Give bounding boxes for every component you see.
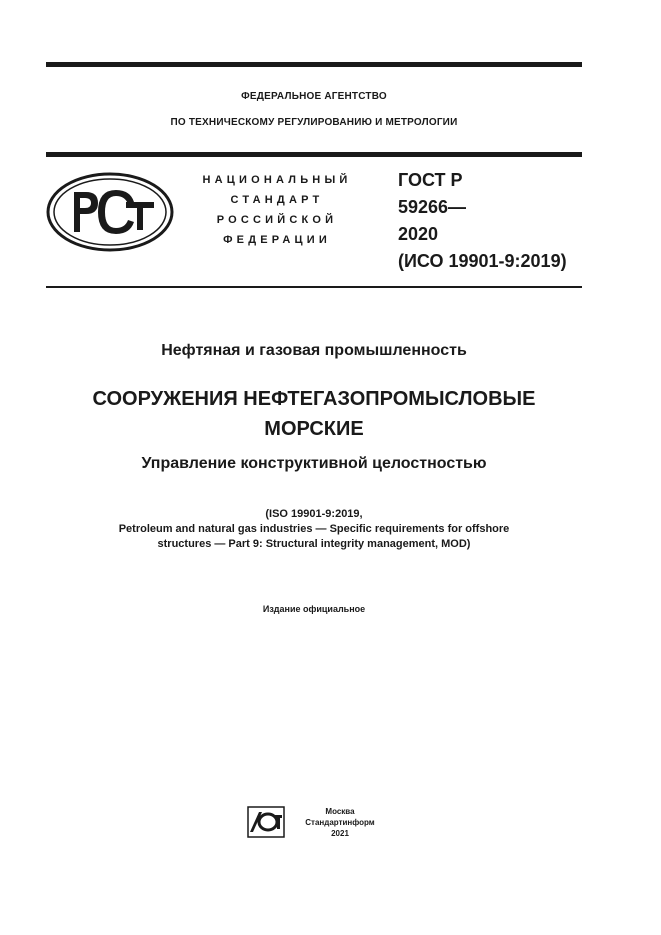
publisher-info [305,806,375,839]
iso-reference-line2: Petroleum and natural gas industries — Specific requirements for offshore [118,523,510,535]
designation-line1: ГОСТ Р [398,170,463,190]
standard-type-line3: РОССИЙСКОЙ [216,214,338,226]
agency-name-line2: ПО ТЕХНИЧЕСКОМУ РЕГУЛИРОВАНИЮ И МЕТРОЛОГИИ [170,117,458,128]
designation-line3: 2020 [398,224,439,244]
middle-rule [46,152,582,157]
agency-name-line1: ФЕДЕРАЛЬНОЕ АГЕНТСТВО [241,91,387,102]
iso-reference-line1: (ISO 19901-9:2019, [265,508,363,520]
standard-type-line1: НАЦИОНАЛЬНЫЙ [202,174,352,186]
main-title-line1: СООРУЖЕНИЯ НЕФТЕГАЗОПРОМЫСЛОВЫЕ [92,388,536,410]
publisher-name: Стандартинформ [305,818,375,827]
main-title-line2: МОРСКИЕ [264,418,364,440]
standard-type-line2: СТАНДАРТ [230,194,324,206]
standard-type-line4: ФЕДЕРАЦИИ [223,234,331,246]
standartinform-logo-icon [247,806,285,838]
subtitle: Управление конструктивной целостностью [141,455,487,472]
iso-reference [46,507,582,552]
thin-rule [46,286,582,288]
designation-line4: (ИСО 19901-9:2019) [398,251,567,271]
publisher-city: Москва [325,807,355,816]
publisher-year: 2021 [331,829,349,838]
edition-label: Издание официальное [262,604,366,614]
standard-type [196,170,358,250]
industry-title: Нефтяная и газовая промышленность [161,342,467,359]
top-rule [46,62,582,67]
designation-line2: 59266— [398,197,467,217]
iso-reference-line3: structures — Part 9: Structural integrity management, MOD) [157,538,471,550]
standard-designation [398,167,567,275]
main-title [46,384,582,444]
gost-r-logo-icon [46,172,174,252]
